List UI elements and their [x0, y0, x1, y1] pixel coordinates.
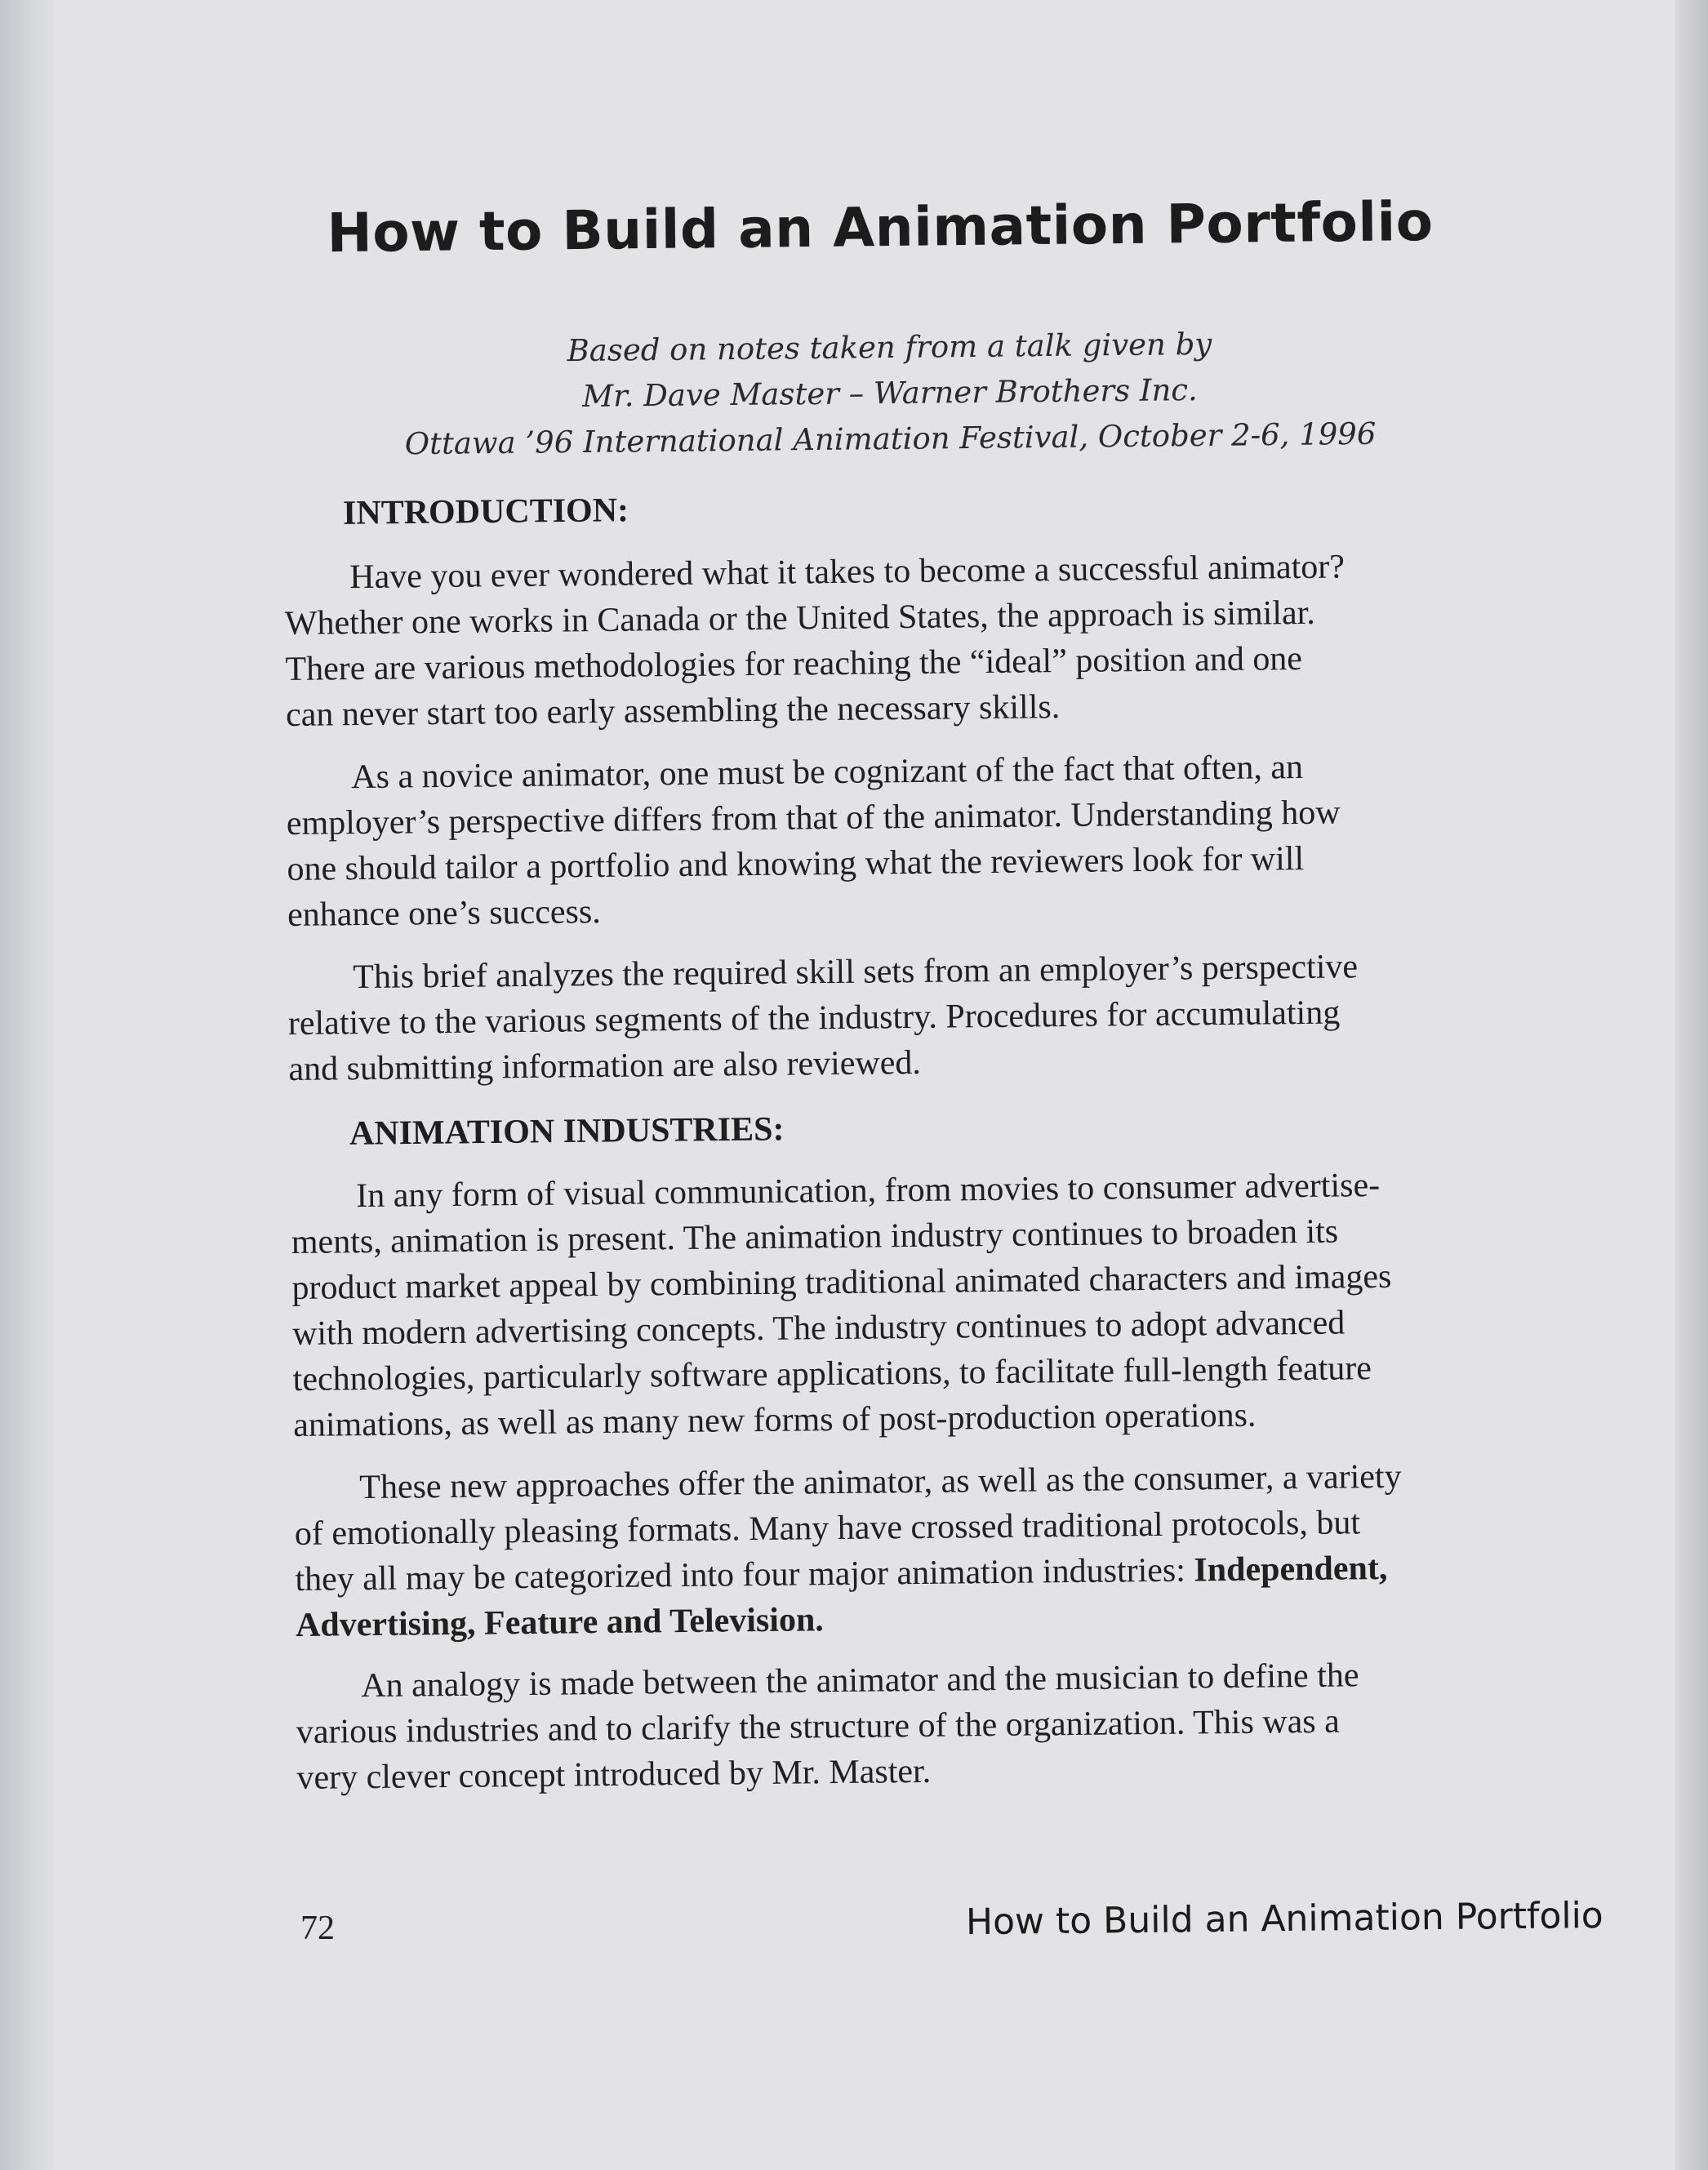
book-page-edge-left	[0, 0, 56, 2170]
text-line: Have you ever wondered what it takes to become a successful animator?	[349, 548, 1345, 597]
attribution-line: Mr. Dave Master – Warner Brothers Inc.	[581, 372, 1198, 414]
text-line: ments, animation is present. The animation industry continues to broaden its	[291, 1212, 1339, 1261]
text-line: of emotionally pleasing formats. Many have crossed traditional protocols, but	[294, 1504, 1361, 1553]
page-number: 72	[300, 1910, 335, 1947]
book-page	[56, 0, 1675, 2170]
paragraph	[291, 1163, 1393, 1448]
text-line: employer’s perspective differs from that of the animator. Understanding how	[286, 794, 1341, 843]
section-heading-introduction: INTRODUCTION:	[342, 491, 629, 532]
bold-text-run: Independent,	[1194, 1549, 1388, 1590]
text-line: various industries and to clarify the structure of the organization. This was a	[296, 1702, 1341, 1751]
text-line: These new approaches offer the animator, as well as the consumer, a variety	[359, 1457, 1402, 1507]
paragraph	[286, 744, 1341, 938]
page-title: How to Build an Animation Portfolio	[327, 189, 1434, 265]
section-heading-industries: ANIMATION INDUSTRIES:	[349, 1110, 785, 1153]
text-line: and submitting information are also reviewed.	[288, 1043, 922, 1088]
text-line: In any form of visual communication, from movies to consumer advertise-	[356, 1167, 1381, 1216]
text-line: This brief analyzes the required skill sets from an employer’s perspective	[353, 948, 1359, 997]
text-line: one should tailor a portfolio and knowing what the reviewers look for will	[287, 839, 1305, 888]
text-line: An analogy is made between the animator and the musician to define the	[361, 1656, 1359, 1705]
attribution-line: Based on notes taken from a talk given by	[567, 326, 1212, 369]
paragraph	[296, 1652, 1360, 1801]
text-line: relative to the various segments of the industry. Procedures for accumulating	[287, 994, 1341, 1043]
text-line: As a novice animator, one must be cognizant of the fact that often, an	[351, 748, 1304, 797]
paragraph	[294, 1454, 1403, 1648]
text-run: they all may be categorized into four major animation industries:	[295, 1551, 1194, 1599]
paragraph	[284, 544, 1346, 738]
text-line: enhance one’s success.	[287, 892, 601, 934]
text-line: Whether one works in Canada or the United States, the approach is similar.	[284, 594, 1316, 643]
text-line: very clever concept introduced by Mr. Master.	[296, 1752, 932, 1797]
running-footer-title: How to Build an Animation Portfolio	[965, 1894, 1603, 1944]
attribution-line: Ottawa ’96 International Animation Festival, October 2-6, 1996	[404, 416, 1377, 462]
text-line: with modern advertising concepts. The industry continues to adopt advanced	[291, 1304, 1345, 1353]
text-line: There are various methodologies for reaching the “ideal” position and one	[285, 639, 1303, 688]
paragraph	[287, 944, 1359, 1092]
text-line: can never start too early assembling the necessary skills.	[285, 688, 1061, 734]
attribution-block	[79, 317, 1701, 471]
text-line: technologies, particularly software applications, to facilitate full-length feature	[292, 1350, 1372, 1398]
text-line: animations, as well as many new forms of post-production operations.	[292, 1396, 1257, 1444]
text-line: product market appeal by combining traditional animated characters and images	[291, 1257, 1392, 1307]
bold-text-run: Advertising, Feature and Television.	[295, 1601, 825, 1644]
